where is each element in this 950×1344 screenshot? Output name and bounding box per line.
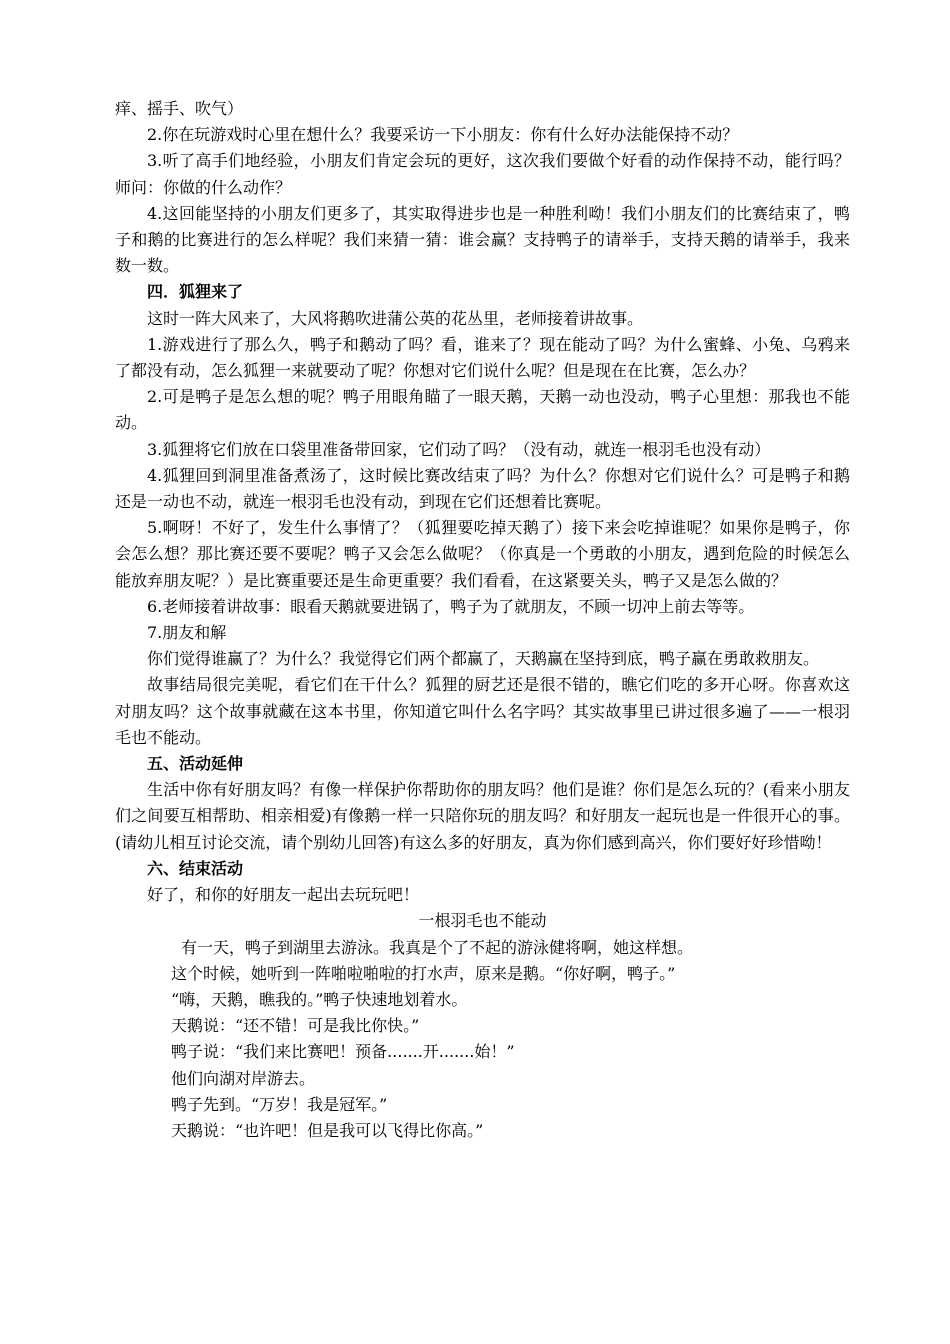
- paragraph: 4.狐狸回到洞里准备煮汤了，这时候比赛改结束了吗？为什么？你想对它们说什么？可是鸭子和鹅还是一动也不动，就连一根羽毛也没有动，到现在它们还想着比赛呢。: [115, 465, 850, 512]
- story-title: 一根羽毛也不能动: [418, 911, 547, 931]
- section-heading: 四．狐狸来了: [147, 282, 244, 302]
- paragraph: 你们觉得谁赢了？为什么？我觉得它们两个都赢了，天鹅赢在坚持到底，鸭子赢在勇敢救朋友。: [147, 649, 820, 669]
- paragraph: 鸭子说：“我们来比赛吧！预备.......开.......始！”: [171, 1042, 515, 1062]
- paragraph: 鸭子先到。“万岁！我是冠军。”: [171, 1094, 388, 1114]
- paragraph: 痒、摇手、吹气）: [115, 99, 244, 118]
- paragraph: “嗨，天鹅，瞧我的。”鸭子快速地划着水。: [171, 989, 468, 1009]
- paragraph: 生活中你有好朋友吗？有像一样保护你帮助你的朋友吗？他们是谁？你们是怎么玩的？(看来小朋友们之间要互相帮助、相亲相爱)有像鹅一样一只陪你玩的朋友吗？和好朋友一起玩也是一件很开心的事。(请幼儿相互讨论交流，请个别幼儿回答)有这么多的好朋友，真为你们感到高兴，你们要好好珍惜呦！: [115, 780, 850, 852]
- paragraph: 天鹅说：“也许吧！但是我可以飞得比你高。”: [171, 1120, 484, 1140]
- paragraph: 5.啊呀！不好了，发生什么事情了？（狐狸要吃掉天鹅了）接下来会吃掉谁呢？如果你是鸭子，你会怎么想？那比赛还要不要呢？鸭子又会怎么做呢？（你真是一个勇敢的小朋友，遇到危险的时候怎么能放弃朋友呢？）是比赛重要还是生命更重要？我们看看，在这紧要关头，鸭子又是怎么做的？: [115, 518, 850, 590]
- paragraph: 7.朋友和解: [147, 623, 227, 643]
- paragraph: 1.游戏进行了那么久，鸭子和鹅动了吗？看，谁来了？现在能动了吗？为什么蜜蜂、小兔、乌鸦来了都没有动，怎么狐狸一来就要动了呢？你想对它们说什么呢？但是现在在比赛，怎么办？: [115, 334, 850, 381]
- paragraph: 3.听了高手们地经验，小朋友们肯定会玩的更好，这次我们要做个好看的动作保持不动，能行吗？师问：你做的什么动作？: [115, 151, 850, 197]
- document-body: [115, 96, 850, 1144]
- paragraph: 他们向湖对岸游去。: [171, 1068, 316, 1088]
- paragraph: 3.狐狸将它们放在口袋里准备带回家，它们动了吗？（没有动，就连一根羽毛也没有动）: [147, 439, 771, 459]
- paragraph: 这个时候，她听到一阵啪啦啪啦的打水声，原来是鹅。“你好啊，鸭子。”: [171, 963, 676, 983]
- paragraph: 6.老师接着讲故事：眼看天鹅就要进锅了，鸭子为了就朋友，不顾一切冲上前去等等。: [147, 596, 755, 616]
- paragraph: 2.你在玩游戏时心里在想什么？我要采访一下小朋友：你有什么好办法能保持不动？: [147, 125, 739, 145]
- paragraph: 4.这回能坚持的小朋友们更多了，其实取得进步也是一种胜利呦！我们小朋友们的比赛结束了，鸭子和鹅的比赛进行的怎么样呢？我们来猜一猜：谁会赢？支持鸭子的请举手，支持天鹅的请举手，我来数一数。: [115, 203, 850, 276]
- paragraph: 有一天，鸭子到湖里去游泳。我真是个了不起的游泳健将啊，她这样想。: [181, 937, 694, 957]
- paragraph: 2.可是鸭子是怎么想的呢？鸭子用眼角瞄了一眼天鹅，天鹅一动也没动，鸭子心里想：那我也不能动。: [115, 387, 850, 433]
- paragraph: 好了，和你的好朋友一起出去玩玩吧！: [147, 885, 420, 905]
- section-heading: 五、活动延伸: [147, 754, 244, 774]
- paragraph: 天鹅说：“还不错！可是我比你快。”: [171, 1016, 420, 1036]
- paragraph: 这时一阵大风来了，大风将鹅吹进蒲公英的花丛里，老师接着讲故事。: [147, 308, 644, 328]
- paragraph: 故事结局很完美呢，看它们在干什么？狐狸的厨艺还是很不错的，瞧它们吃的多开心呀。你喜欢这对朋友吗？这个故事就藏在这本书里，你知道它叫什么名字吗？其实故事里已讲过很多遍了——一根羽毛也不能动。: [115, 675, 850, 747]
- section-heading: 六、结束活动: [147, 858, 244, 878]
